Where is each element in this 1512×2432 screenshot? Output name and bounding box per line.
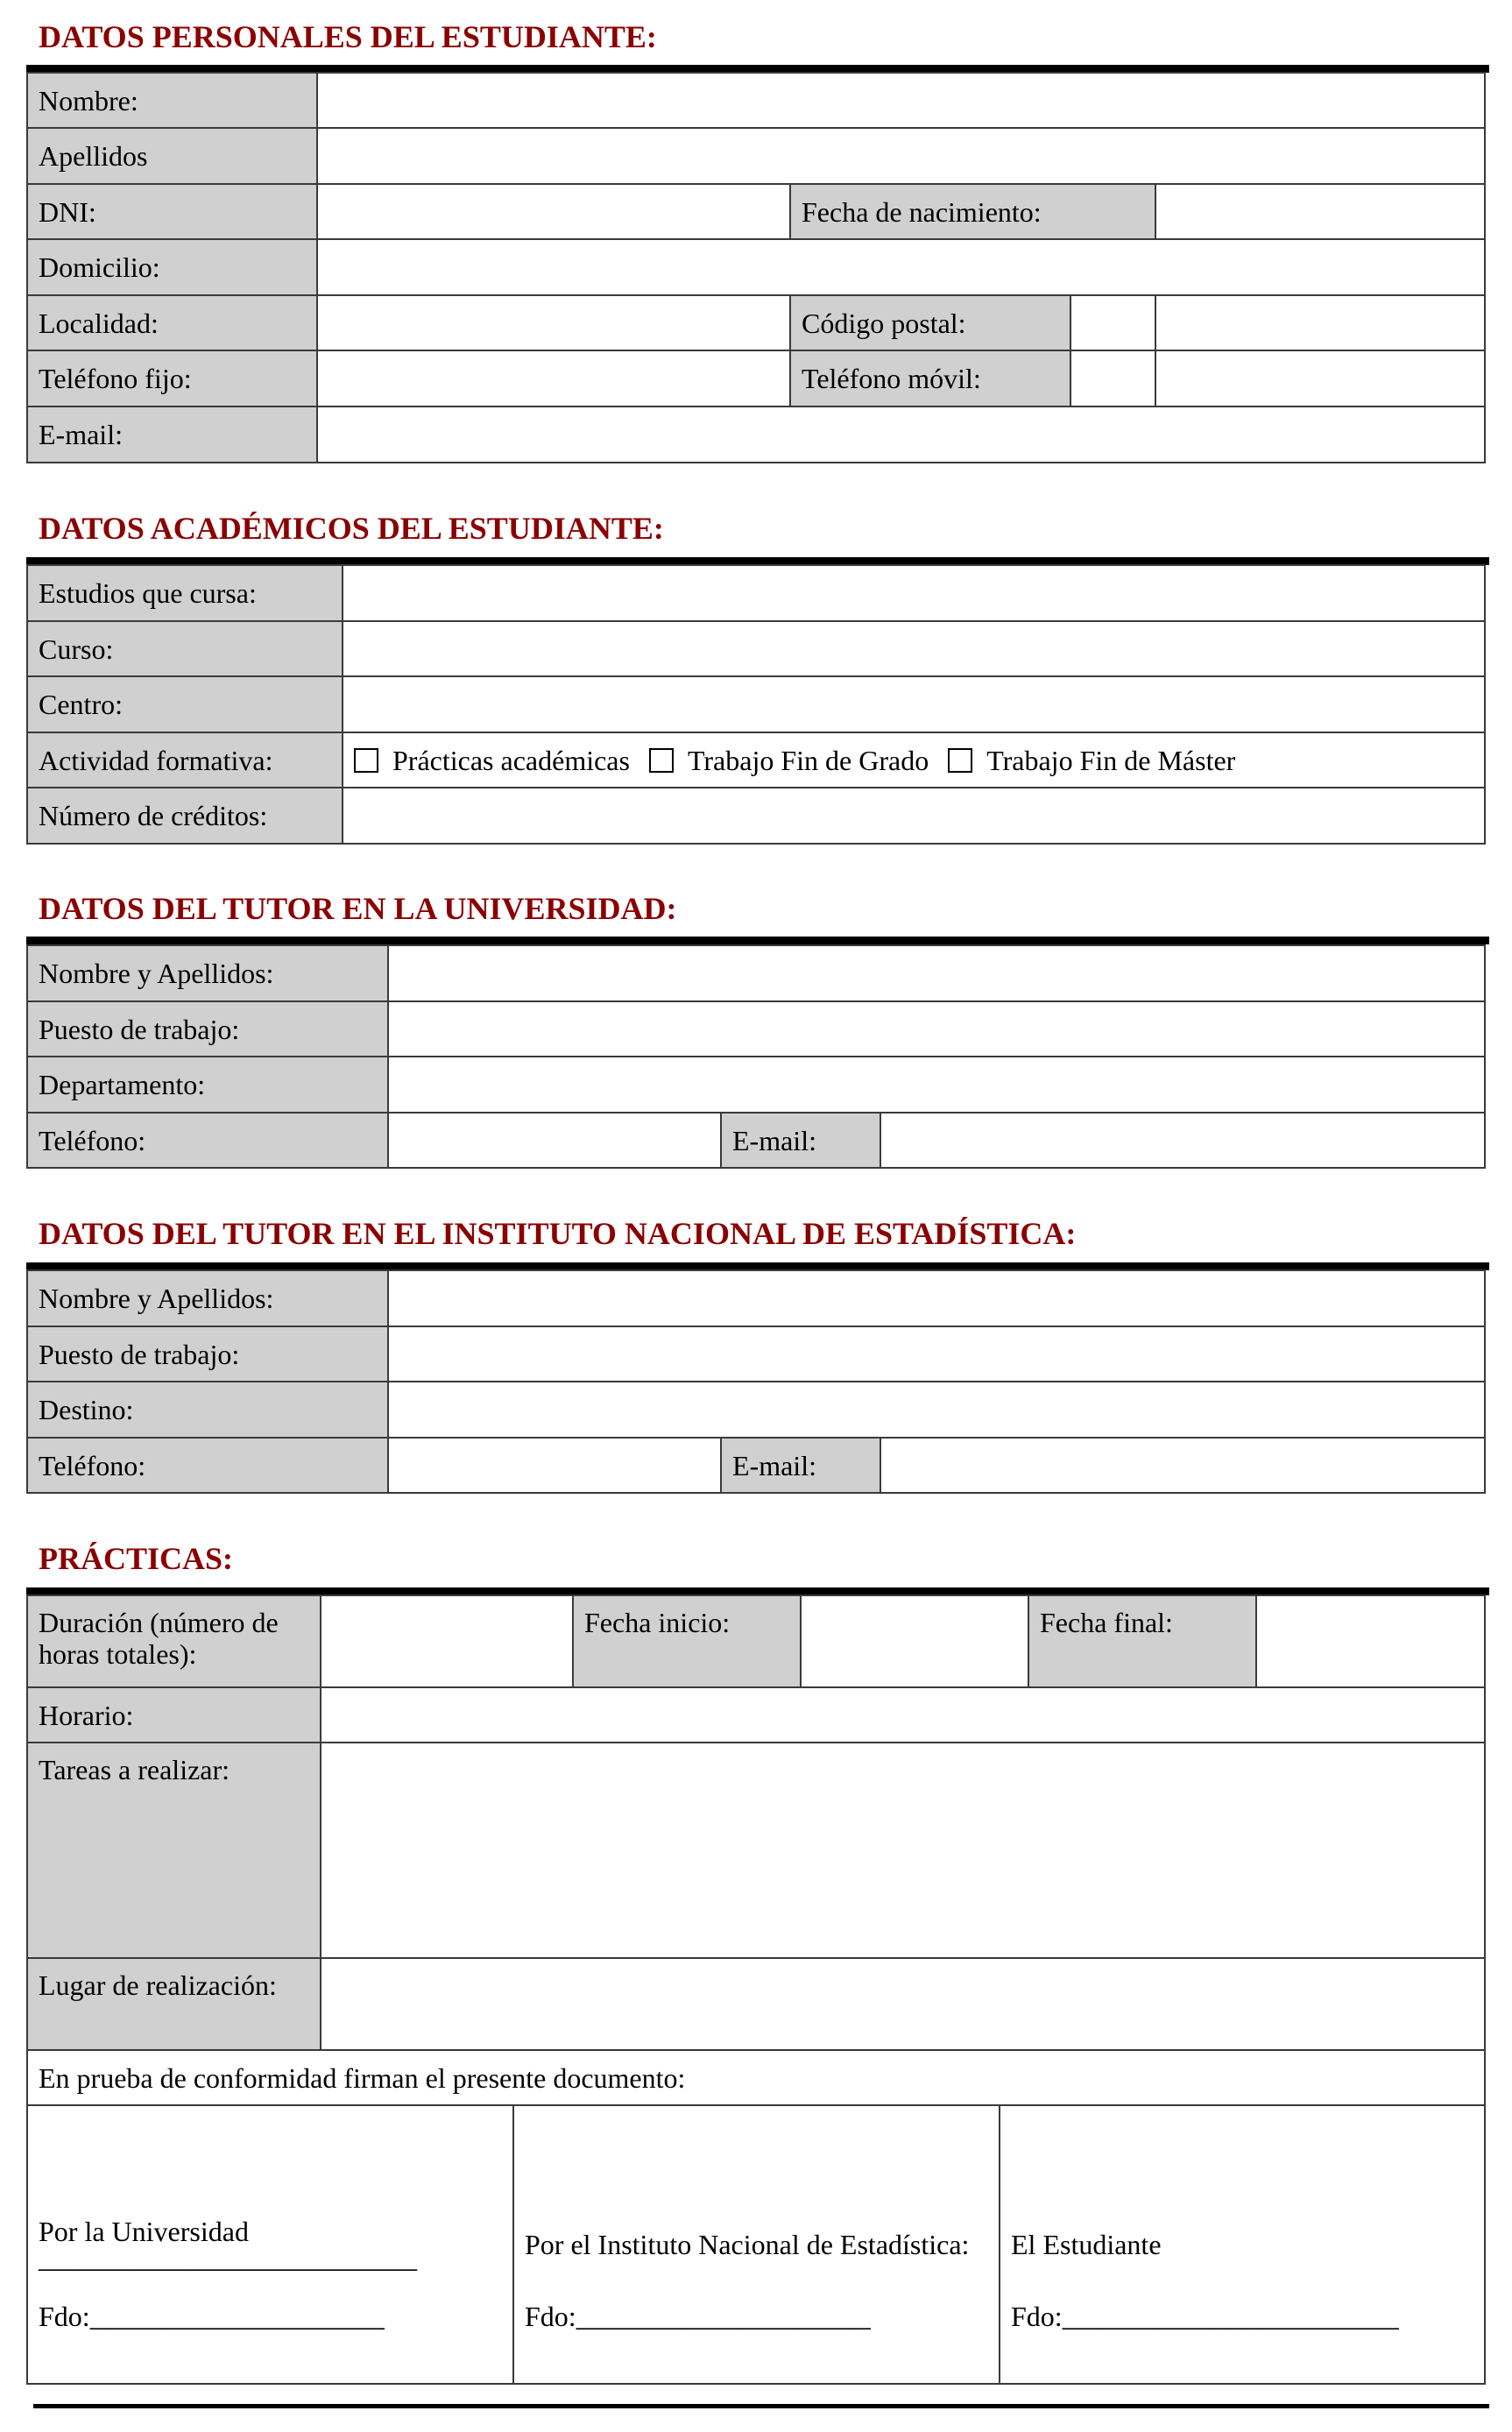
signature-estudiante[interactable] — [1000, 2105, 1485, 2384]
tutor-ine-table — [26, 1269, 1486, 1494]
label-tutor-ine-email: E-mail: — [721, 1438, 880, 1493]
row-apellidos — [27, 128, 1485, 184]
label-tutor-ine-destino: Destino: — [27, 1382, 388, 1438]
section-title-personal: DATOS PERSONALES DEL ESTUDIANTE: — [39, 19, 657, 54]
label-el-estudiante: El Estudiante — [1011, 2229, 1162, 2260]
label-tutor-uni-telefono: Teléfono: — [27, 1113, 388, 1168]
label-tutor-ine-nombre: Nombre y Apellidos: — [27, 1270, 388, 1326]
checkbox-tfg[interactable] — [649, 748, 674, 773]
row-localidad — [27, 295, 1485, 350]
row-tutor-uni-telefono — [27, 1113, 1485, 1168]
label-tutor-uni-email: E-mail: — [721, 1113, 880, 1168]
actividad-options — [343, 732, 1485, 788]
row-curso — [27, 621, 1485, 676]
input-lugar[interactable] — [321, 1958, 1485, 2050]
row-tareas — [27, 1743, 1485, 1958]
input-estudios[interactable] — [343, 565, 1485, 621]
label-telefono-movil — [790, 350, 1155, 407]
label-dni: DNI: — [27, 184, 317, 239]
row-estudios — [27, 565, 1485, 621]
label-tutor-ine-telefono: Teléfono: — [27, 1438, 388, 1493]
checkbox-practicas[interactable] — [354, 748, 378, 773]
label-fecha-inicio: Fecha inicio: — [573, 1595, 801, 1687]
input-horario[interactable] — [321, 1687, 1485, 1743]
label-fecha-final: Fecha final: — [1028, 1595, 1256, 1687]
option-practicas[interactable] — [354, 745, 630, 776]
tutor-uni-table — [26, 944, 1486, 1169]
input-tutor-ine-telefono[interactable] — [388, 1438, 721, 1493]
telefono-movil-text: Teléfono móvil: — [802, 351, 1071, 406]
signature-line-universidad: ___________________________ — [39, 2242, 417, 2273]
input-tutor-uni-puesto[interactable] — [388, 1001, 1485, 1057]
option-tfg[interactable] — [649, 745, 929, 776]
row-firmas — [27, 2105, 1485, 2384]
label-nombre: Nombre: — [27, 73, 317, 128]
label-email: E-mail: — [27, 407, 317, 463]
option-tfm-label: Trabajo Fin de Máster — [986, 744, 1236, 776]
label-creditos: Número de créditos: — [27, 788, 343, 844]
option-practicas-label: Prácticas académicas — [392, 744, 630, 776]
input-telefono-movil[interactable] — [1155, 350, 1485, 407]
row-tutor-uni-departamento — [27, 1057, 1485, 1113]
row-duracion — [27, 1595, 1485, 1687]
input-curso[interactable] — [343, 621, 1485, 676]
bottom-rule — [33, 2404, 1489, 2408]
label-curso: Curso: — [27, 621, 343, 676]
label-tutor-uni-departamento: Departamento: — [27, 1057, 388, 1113]
fdo-universidad: Fdo:_____________________ — [39, 2301, 385, 2332]
row-lugar — [27, 1958, 1485, 2050]
label-centro: Centro: — [27, 676, 343, 732]
label-lugar: Lugar de realización: — [27, 1958, 321, 2050]
section-title-practicas: PRÁCTICAS: — [39, 1541, 234, 1576]
row-tutor-ine-puesto — [27, 1326, 1485, 1382]
label-actividad: Actividad formativa: — [27, 732, 343, 788]
input-localidad[interactable] — [317, 295, 790, 350]
label-horario: Horario: — [27, 1687, 321, 1743]
signature-ine[interactable] — [513, 2105, 1000, 2384]
input-tareas[interactable] — [321, 1743, 1485, 1958]
input-codigo-postal-left[interactable] — [1071, 296, 1155, 350]
fdo-ine: Fdo:_____________________ — [525, 2301, 871, 2332]
row-tutor-uni-nombre — [27, 945, 1485, 1001]
row-actividad — [27, 732, 1485, 788]
label-fecha-nacimiento: Fecha de nacimiento: — [790, 184, 1155, 239]
fdo-estudiante: Fdo:________________________ — [1011, 2301, 1399, 2332]
label-por-ine: Por el Instituto Nacional de Estadística: — [525, 2229, 970, 2260]
input-tutor-ine-destino[interactable] — [388, 1382, 1485, 1438]
row-domicilio — [27, 239, 1485, 295]
row-dni — [27, 184, 1485, 239]
input-tutor-ine-nombre[interactable] — [388, 1270, 1485, 1326]
label-telefono-fijo: Teléfono fijo: — [27, 350, 317, 407]
option-tfm[interactable] — [948, 745, 1235, 776]
input-telefono-movil-left[interactable] — [1071, 351, 1155, 406]
input-creditos[interactable] — [343, 788, 1485, 844]
label-apellidos: Apellidos — [27, 128, 317, 184]
section-rule — [26, 937, 1489, 944]
codigo-postal-text: Código postal: — [802, 296, 1071, 350]
input-nombre[interactable] — [317, 73, 1485, 128]
academic-data-table — [26, 564, 1486, 845]
label-tutor-uni-puesto: Puesto de trabajo: — [27, 1001, 388, 1057]
input-tutor-ine-puesto[interactable] — [388, 1326, 1485, 1382]
row-horario — [27, 1687, 1485, 1743]
row-creditos — [27, 788, 1485, 844]
input-tutor-uni-nombre[interactable] — [388, 945, 1485, 1001]
section-title-tutor-ine: DATOS DEL TUTOR EN EL INSTITUTO NACIONAL DE ESTADÍSTICA: — [39, 1216, 1077, 1251]
label-tareas: Tareas a realizar: — [27, 1743, 321, 1958]
row-tutor-uni-puesto — [27, 1001, 1485, 1057]
row-nombre — [27, 73, 1485, 128]
input-dni[interactable] — [317, 184, 790, 239]
input-duracion[interactable] — [321, 1595, 573, 1687]
label-estudios: Estudios que cursa: — [27, 565, 343, 621]
practicas-table — [26, 1594, 1486, 2051]
row-telefono — [27, 350, 1485, 407]
checkbox-tfm[interactable] — [948, 748, 972, 773]
input-tutor-uni-departamento[interactable] — [388, 1057, 1485, 1113]
section-title-tutor-uni: DATOS DEL TUTOR EN LA UNIVERSIDAD: — [39, 891, 677, 926]
input-domicilio[interactable] — [317, 239, 1485, 295]
label-tutor-uni-nombre: Nombre y Apellidos: — [27, 945, 388, 1001]
signatures-table — [26, 2049, 1486, 2385]
input-fecha-nacimiento[interactable] — [1155, 184, 1485, 239]
input-tutor-uni-email[interactable] — [880, 1113, 1485, 1168]
row-centro — [27, 676, 1485, 732]
input-centro[interactable] — [343, 676, 1485, 732]
row-conformidad — [27, 2050, 1485, 2105]
input-tutor-uni-telefono[interactable] — [388, 1113, 721, 1168]
row-email — [27, 407, 1485, 463]
input-fecha-inicio[interactable] — [801, 1595, 1028, 1687]
label-por-universidad: Por la Universidad — [39, 2216, 249, 2247]
signature-universidad[interactable] — [27, 2105, 513, 2384]
option-tfg-label: Trabajo Fin de Grado — [687, 744, 929, 776]
input-telefono-fijo[interactable] — [317, 350, 790, 407]
input-email[interactable] — [317, 407, 1485, 463]
row-tutor-ine-destino — [27, 1382, 1485, 1438]
section-title-academic: DATOS ACADÉMICOS DEL ESTUDIANTE: — [39, 511, 664, 546]
label-localidad: Localidad: — [27, 295, 317, 350]
label-tutor-ine-puesto: Puesto de trabajo: — [27, 1326, 388, 1382]
input-codigo-postal[interactable] — [1155, 295, 1485, 350]
row-tutor-ine-nombre — [27, 1270, 1485, 1326]
input-apellidos[interactable] — [317, 128, 1485, 184]
label-domicilio: Domicilio: — [27, 239, 317, 295]
input-tutor-ine-email[interactable] — [880, 1438, 1485, 1493]
conformidad-text: En prueba de conformidad firman el presente documento: — [27, 2050, 1485, 2105]
label-codigo-postal — [790, 295, 1155, 350]
row-tutor-ine-telefono — [27, 1438, 1485, 1493]
label-duracion: Duración (número de horas totales): — [27, 1595, 321, 1687]
input-fecha-final[interactable] — [1256, 1595, 1485, 1687]
personal-data-table — [26, 72, 1486, 463]
